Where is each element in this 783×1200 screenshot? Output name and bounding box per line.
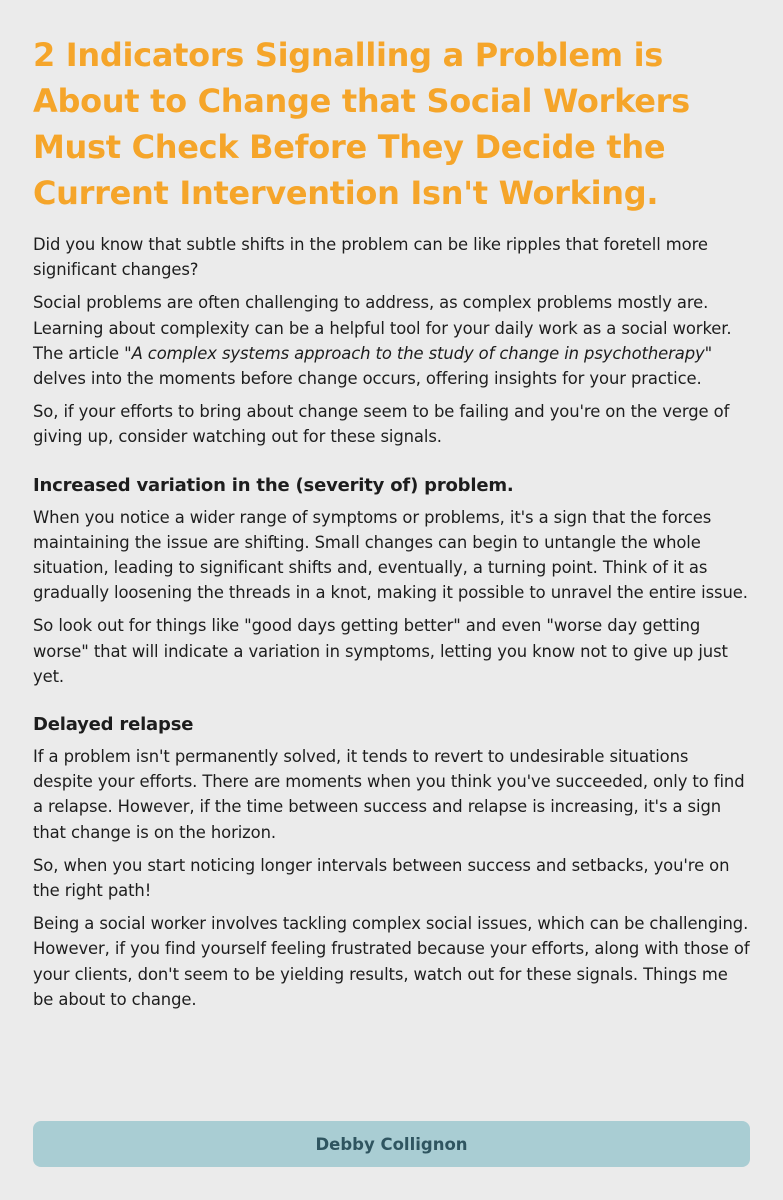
section-heading: Increased variation in the (severity of) problem.	[33, 474, 514, 496]
section-heading: Delayed relapse	[33, 714, 194, 736]
intro-paragraph: Did you know that subtle shifts in the problem can be like ripples that foretell more significant changes?	[33, 235, 708, 280]
section-paragraph: If a problem isn't permanently solved, it tends to revert to undesirable situations despite your efforts. There are moments when you think you've succeeded, only to find a relapse. However, if the time between success and relapse is increasing, it's a sign that change is on the horizon.	[33, 747, 745, 842]
section-paragraph: When you notice a wider range of symptoms or problems, it's a sign that the forces maintaining the issue are shifting. Small changes can begin to untangle the whole situation, leading to significant shifts and, eventually, a turning point. Think of it as gradually loosening the threads in a knot, making it possible to unravel the entire issue.	[33, 507, 748, 603]
intro-paragraph: So, if your efforts to bring about change seem to be failing and you're on the verge of giving up, consider watching out for these signals.	[33, 402, 730, 447]
section-paragraph: Being a social worker involves tackling complex social issues, which can be challenging. However, if you find yourself feeling frustrated because your efforts, along with those of your clients, don't seem to be yielding results, watch out for these signals. Things me be about to change.	[33, 914, 750, 1009]
intro-text: " delves into the moments before change occurs, offering insights for your practice.	[33, 343, 713, 389]
intro-paragraph	[33, 290, 750, 391]
article-title: 2 Indicators Signalling a Problem is About to Change that Social Workers Must Check Before They Decide the Current Intervention Isn't Working.	[33, 36, 690, 212]
section-paragraph: So, when you start noticing longer intervals between success and setbacks, you're on the right path!	[33, 855, 730, 901]
section-paragraph: So look out for things like "good days getting better" and even "worse day getting worse" that will indicate a variation in symptoms, letting you know not to give up just yet.	[33, 616, 728, 686]
article-reference: A complex systems approach to the study of change in psychotherapy	[131, 343, 705, 363]
intro-text: Social problems are often challenging to address, as complex problems mostly are. Learning about complexity can be a helpful tool for your daily work as a social worker. The article "	[33, 293, 732, 363]
author-badge: Debby Collignon	[33, 1121, 750, 1167]
